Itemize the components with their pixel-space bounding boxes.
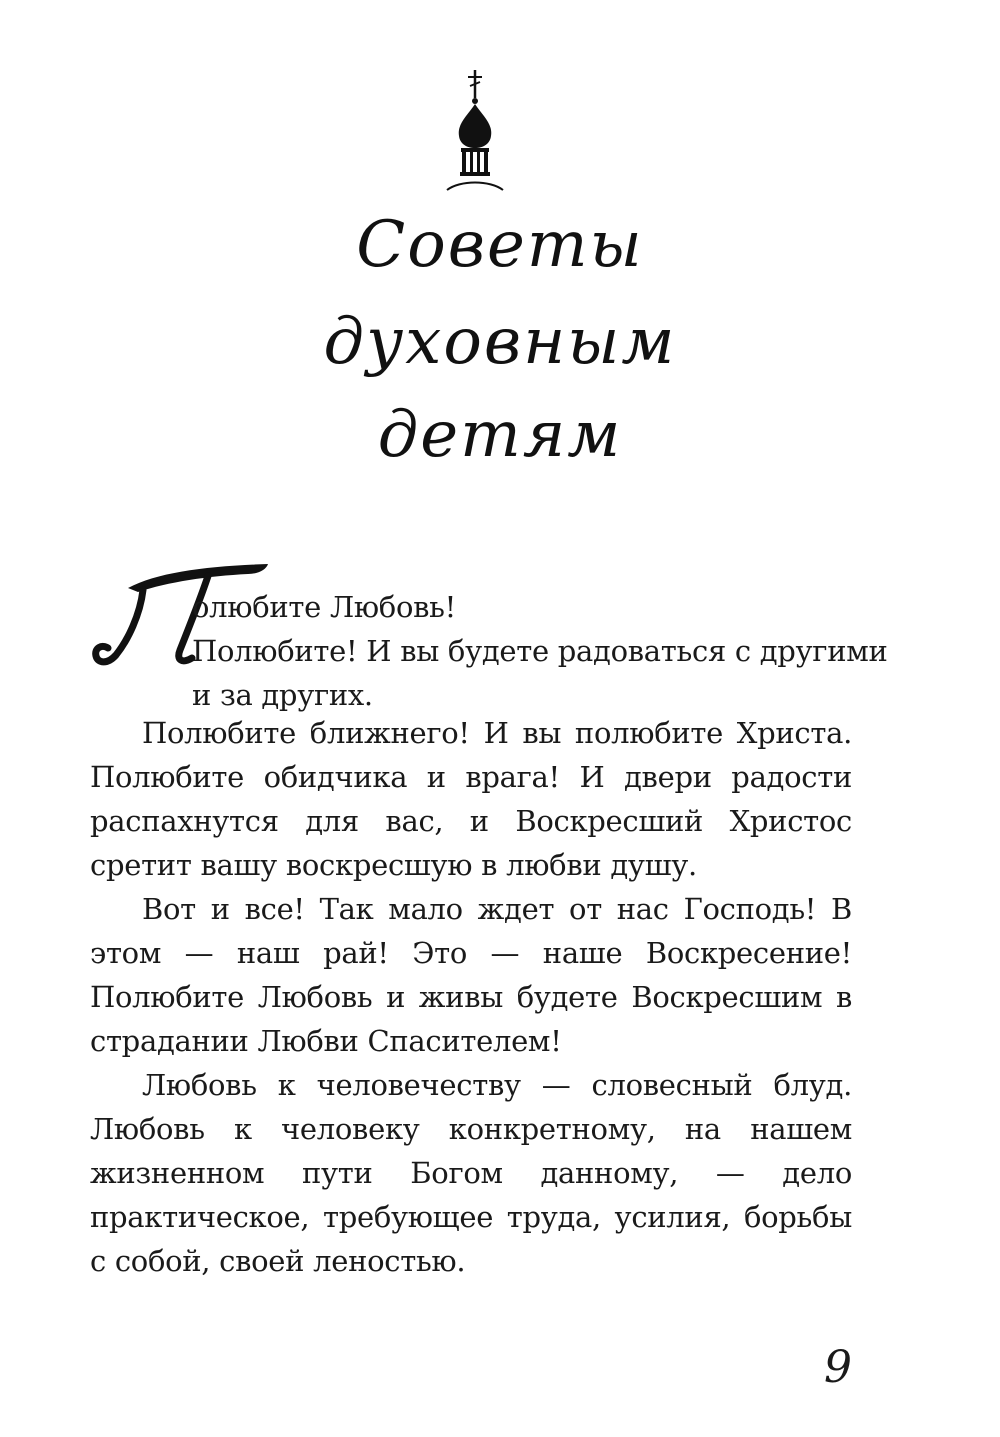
first-paragraph (192, 585, 888, 717)
paragraph-text: Любовь к человечеству — словесный блуд. Любовь к человеку конкретному, на нашем жизненном пути Богом данному, — дело практическое, требующее труда, усилия, борьбы с собой, своей леностью. (90, 1068, 852, 1278)
paragraph-text: Вот и все! Так мало ждет от нас Господь! В этом — наш рай! Это — наше Воскресение! Полюбите Любовь и живы будете Воскресшим в страдании Любви Спасителем! (90, 892, 852, 1058)
page-title-line-2: духовным (323, 305, 677, 379)
paragraph (90, 887, 852, 1063)
paragraph-text: Полюбите ближнего! И вы полюбите Христа. Полюбите обидчика и врага! И двери радости распахнутся для вас, и Воскресший Христос сретит вашу воскресшую в любви душу. (90, 716, 852, 882)
paragraph (90, 1063, 852, 1283)
first-paragraph-line: и за других. (192, 678, 373, 712)
paragraph (90, 711, 852, 887)
page-number: 9 (824, 1342, 852, 1393)
first-paragraph-line: олюбите Любовь! (192, 590, 456, 624)
church-dome-icon (445, 68, 505, 193)
page-title-line-3: детям (377, 398, 623, 472)
first-paragraph-line: Полюбите! И вы будете радоваться с другими (192, 634, 888, 668)
page-title: Советы (356, 208, 644, 282)
body-text (90, 711, 852, 1283)
